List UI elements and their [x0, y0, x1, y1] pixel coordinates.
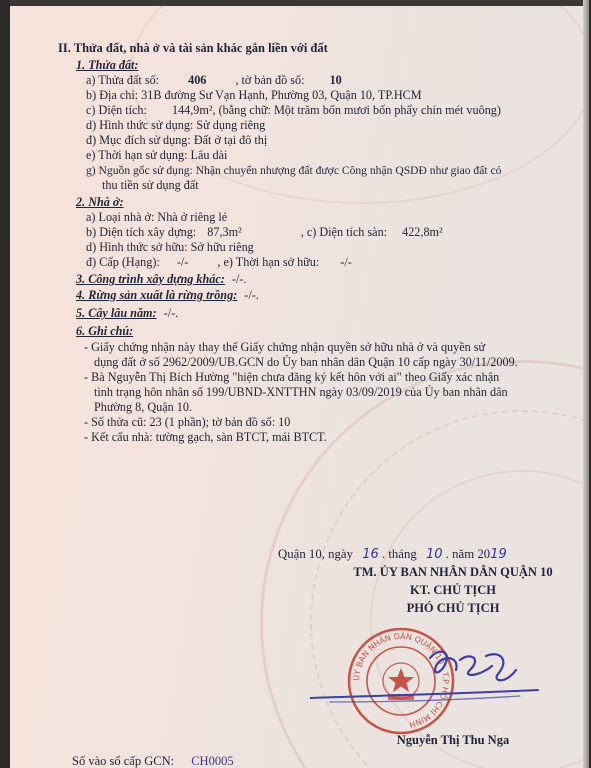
- parcel-row: [86, 73, 342, 88]
- grade-value: -/-: [176, 255, 189, 269]
- house-heading: 2. Nhà ở:: [76, 195, 124, 209]
- forest-value: -/-.: [244, 288, 259, 302]
- term-label: , e) Thời hạn sở hữu:: [217, 255, 320, 269]
- map-number: 10: [329, 73, 342, 87]
- signer-name: Nguyễn Thị Thu Nga: [396, 733, 510, 747]
- handwritten-signature: [310, 640, 540, 730]
- land-origin-line2: thu tiền sử dụng đất: [102, 178, 199, 192]
- use-form: d) Hình thức sử dụng: Sử dụng riêng: [86, 118, 266, 132]
- land-origin-line1: g) Nguồn gốc sử dụng: Nhận chuyển nhượng đất được Công nhận QSDĐ như giao đất có: [86, 164, 502, 177]
- year-label: . năm 20: [445, 547, 491, 561]
- other-works-row: [76, 272, 246, 287]
- svg-text:ỦY BAN NHÂN DÂN QUẬN 10 - T.P: ỦY BAN NHÂN DÂN QUẬN 10 - T.P HỒ CHÍ MINH: [351, 631, 451, 730]
- house-ownership: d) Hình thức sở hữu: Sở hữu riêng: [86, 240, 254, 254]
- signing-year-suffix: 19: [490, 547, 507, 562]
- parcel-number: 406: [188, 73, 207, 87]
- forest-heading: 4. Rừng sản xuất là rừng trồng:: [76, 288, 238, 302]
- perennial-row: [76, 306, 178, 321]
- use-purpose: đ) Mục đích sử dụng: Đất ở tại đô thị: [86, 133, 268, 147]
- signing-kt: KT. CHỦ TỊCH: [409, 583, 496, 597]
- photo-right-edge: [583, 0, 589, 768]
- use-term: e) Thời hạn sử dụng: Lâu dài: [86, 148, 228, 162]
- area-value: 144,9m², (bằng chữ: Một trăm bốn mươi bốn phẩy chín mét vuông): [171, 103, 501, 117]
- floor-area-label: , c) Diện tích sàn:: [300, 225, 388, 239]
- notes-heading: 6. Ghi chú:: [76, 324, 134, 338]
- map-label: , tờ bản đồ số:: [235, 73, 305, 87]
- note-line: Phường 8, Quận 10.: [94, 400, 193, 414]
- area-label: c) Diện tích:: [86, 103, 147, 117]
- note-line: tình trạng hôn nhân số 199/UBND-XNTTHN ngày 03/09/2019 của Ủy ban nhân dân: [94, 385, 508, 399]
- signing-date: [278, 547, 507, 562]
- note-line: dụng đất ở số 2962/2009/UB.GCN do Ủy ban nhân dân Quận 10 cấp ngày 30/11/2009.: [94, 355, 518, 369]
- signing-place: Quận 10, ngày: [278, 547, 353, 561]
- signing-title: PHÓ CHỦ TỊCH: [406, 601, 500, 615]
- term-value: -/-: [340, 255, 352, 269]
- gcn-book-row: [72, 754, 234, 768]
- other-works-heading: 3. Công trình xây dựng khác:: [76, 272, 225, 286]
- note-line: - Giấy chứng nhận này thay thế Giấy chứng nhận quyền sở hữu nhà ở và quyền sử: [84, 340, 486, 354]
- other-works-value: -/-.: [231, 272, 247, 286]
- forest-row: [76, 288, 259, 303]
- photo-top-edge: [10, 0, 589, 6]
- perennial-value: -/-.: [163, 306, 179, 320]
- built-area-row: [86, 225, 443, 240]
- month-label: . tháng: [381, 547, 417, 561]
- signing-day: 16: [362, 547, 379, 562]
- note-line: - Kết cấu nhà: tường gạch, sàn BTCT, mái BTCT.: [84, 430, 327, 444]
- section-title: II. Thửa đất, nhà ở và tài sản khác gắn liền với đất: [58, 41, 328, 55]
- signing-org: TM. ỦY BAN NHÂN DÂN QUẬN 10: [353, 565, 553, 579]
- parcel-label: a) Thửa đất số:: [86, 73, 160, 87]
- note-line: - Số thửa cũ: 23 (1 phần); tờ bản đồ số: 10: [84, 415, 291, 429]
- land-heading: 1. Thửa đất:: [76, 58, 139, 72]
- perennial-heading: 5. Cây lâu năm:: [76, 306, 157, 320]
- signing-month: 10: [426, 547, 443, 562]
- grade-label: đ) Cấp (Hạng):: [86, 255, 160, 269]
- built-area-value: 87,3m²: [207, 225, 242, 239]
- house-type: a) Loại nhà ở: Nhà ở riêng lẻ: [86, 210, 228, 224]
- built-area-label: b) Diện tích xây dựng:: [86, 225, 197, 239]
- grade-row: [86, 255, 352, 270]
- gcn-book-label: Số vào sổ cấp GCN:: [72, 754, 175, 768]
- land-address: b) Địa chỉ: 31B đường Sư Vạn Hạnh, Phường 03, Quận 10, TP.HCM: [86, 88, 422, 102]
- gcn-book-value: CH0005: [191, 754, 234, 768]
- area-row: [86, 103, 501, 118]
- floor-area-value: 422,8m²: [402, 225, 443, 239]
- note-line: - Bà Nguyễn Thị Bích Hường "hiện chưa đăng ký kết hôn với ai" theo Giấy xác nhận: [84, 370, 500, 384]
- certificate-page: [10, 0, 589, 768]
